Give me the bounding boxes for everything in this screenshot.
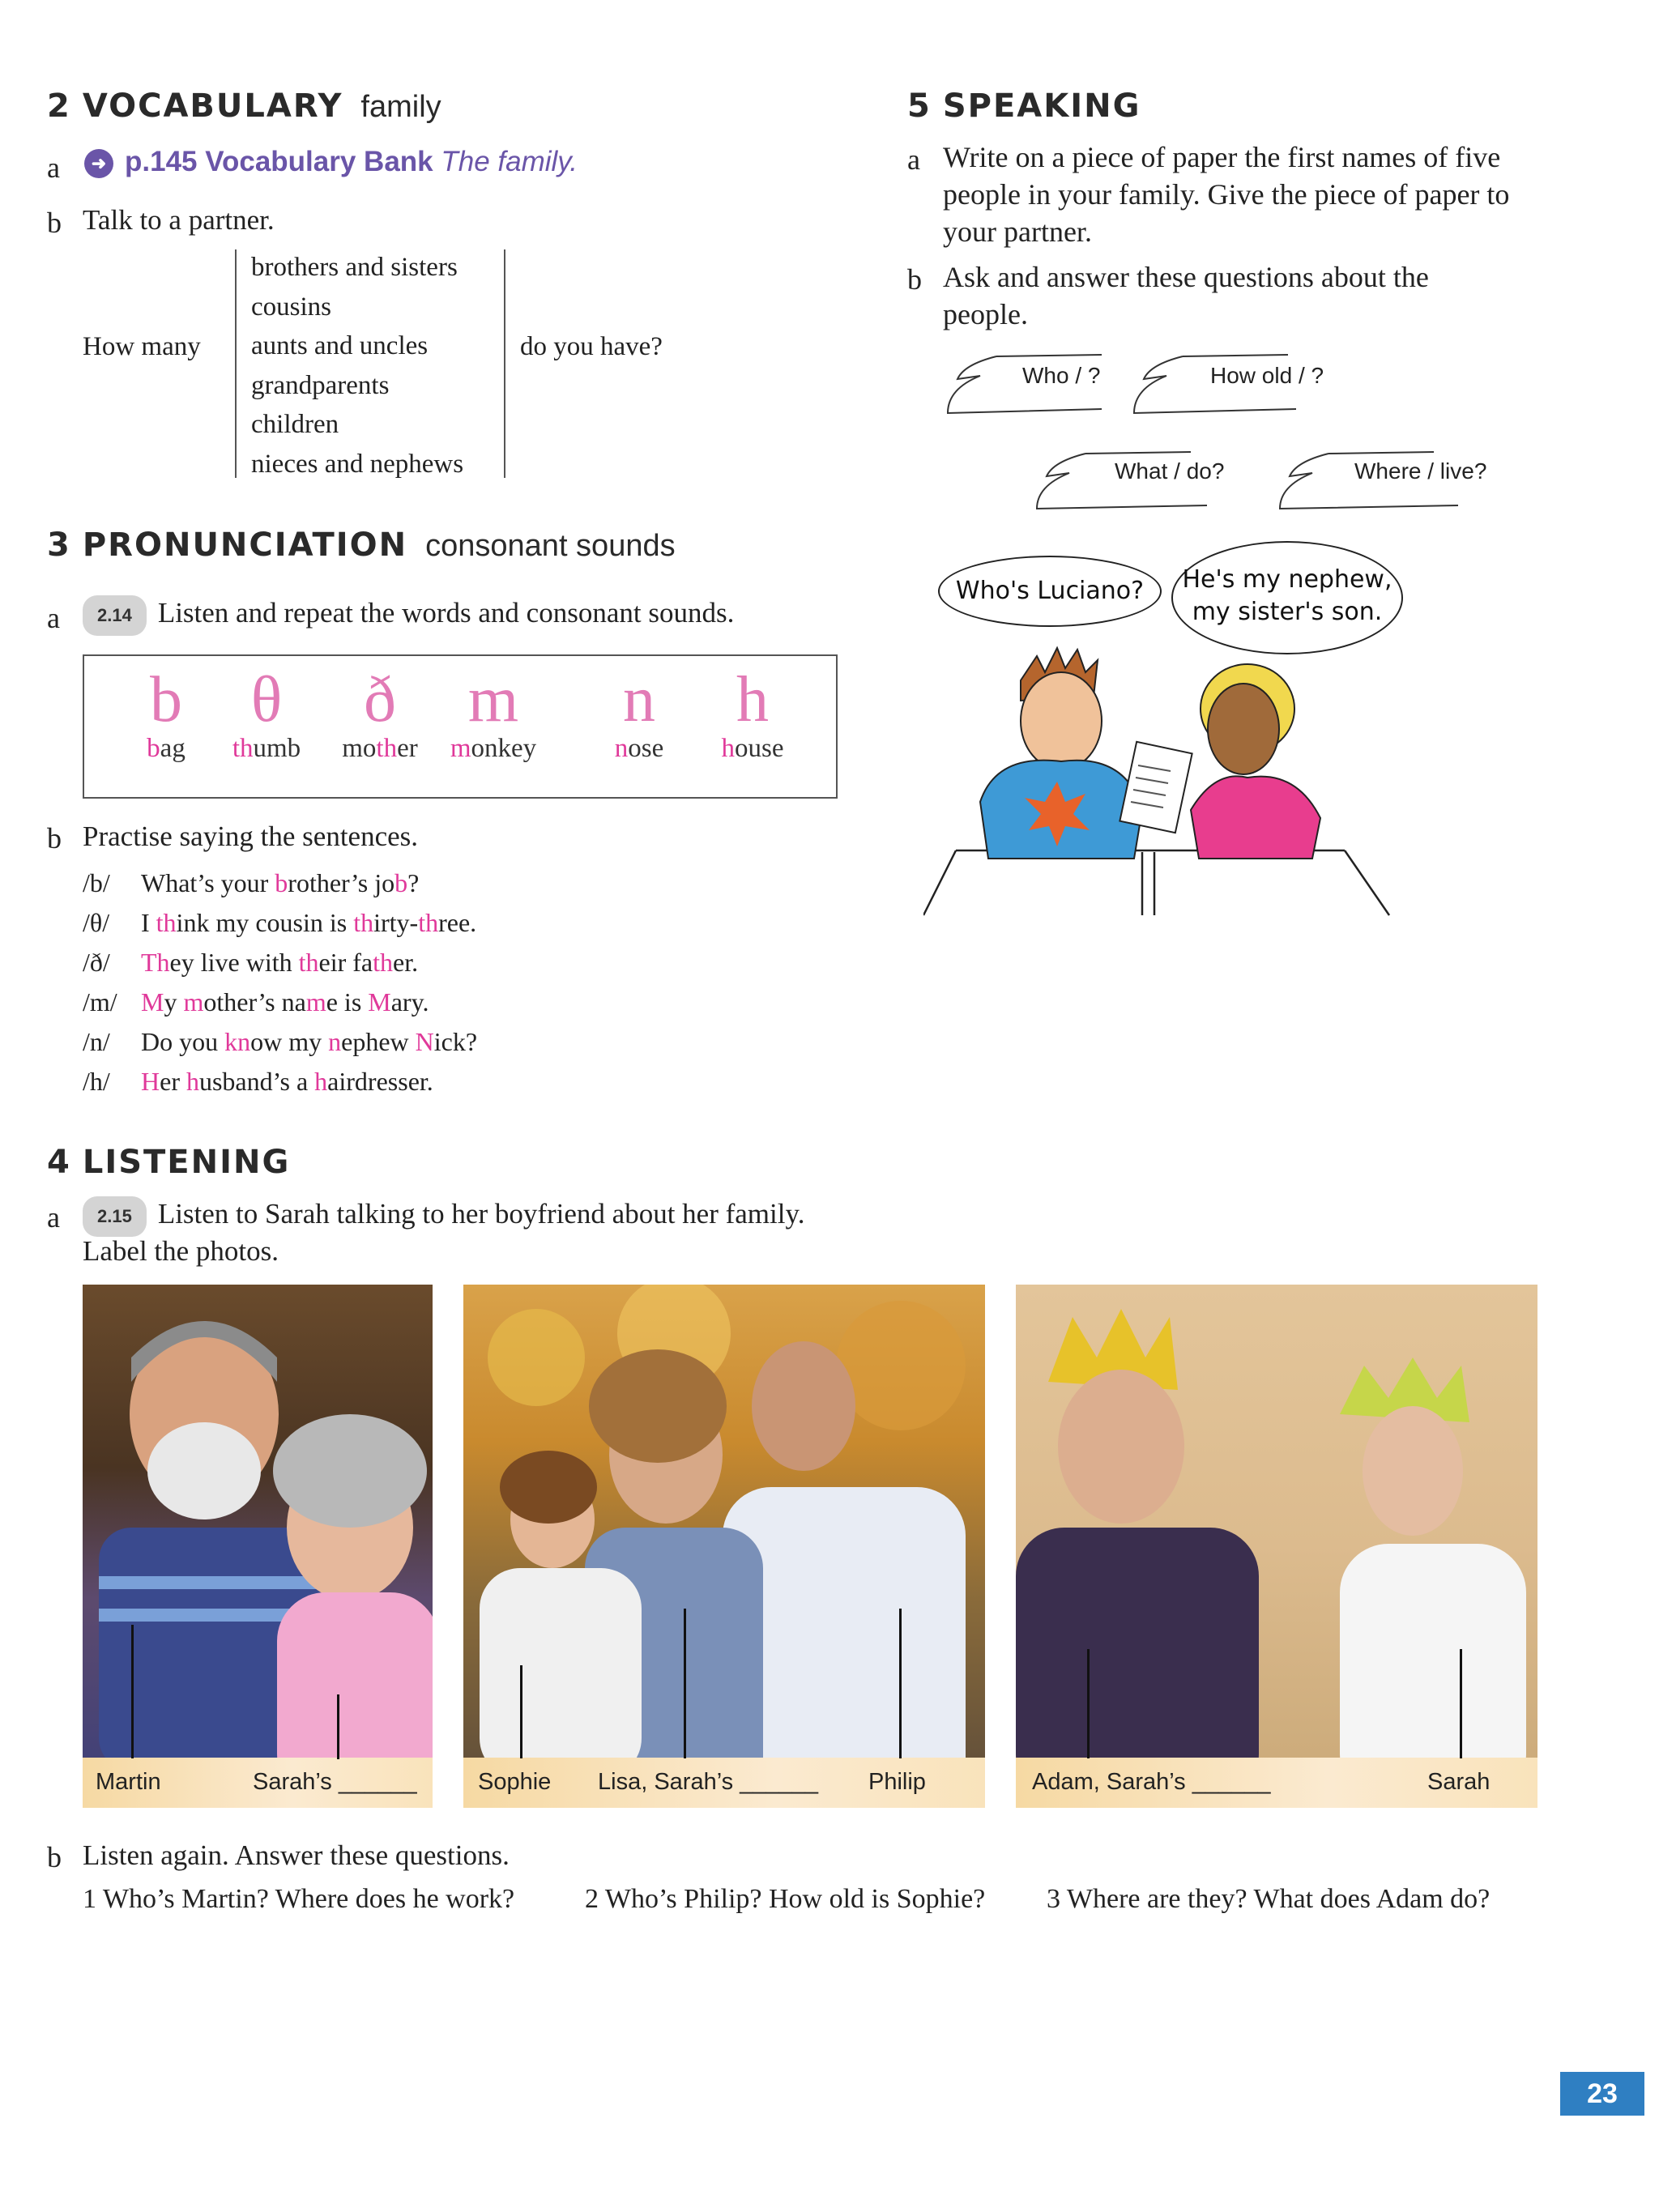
sound-word: monkey [450, 734, 537, 763]
family-item: grandparents [251, 370, 390, 400]
pron-b-instruction: Practise saying the sentences. [83, 820, 419, 852]
label-pointer [1087, 1649, 1090, 1758]
item-label-b: b [907, 263, 922, 296]
label-pointer [131, 1625, 134, 1758]
prompt-who: Who / ? [1022, 363, 1101, 388]
speaking-a-text: Write on a piece of paper the first names of five people in your family. Give the piece of paper to your partner. [943, 141, 1510, 248]
consonant-sound-item [692, 664, 813, 764]
family-item: nieces and nephews [251, 449, 464, 479]
photo-caption-strip [1016, 1758, 1537, 1808]
prompt-where-live: Where / live? [1354, 458, 1487, 484]
practice-sentences [83, 863, 477, 1102]
caption-philip: Philip [868, 1769, 926, 1795]
section-number: 3 [47, 526, 71, 564]
section-heading: VOCABULARY [82, 87, 343, 125]
phoneme-symbol: /b/ [83, 868, 110, 897]
consonant-sound-item [433, 664, 554, 764]
caption-lisa-blank[interactable]: Lisa, Sarah’s ______ [598, 1769, 818, 1795]
vocab-ref-italic: The family. [441, 146, 578, 177]
label-pointer [520, 1665, 522, 1758]
vocabulary-bank-link[interactable] [84, 146, 578, 178]
family-item: aunts and uncles [251, 331, 429, 360]
audio-track-badge[interactable]: 2.14 [83, 595, 147, 636]
listening-a-text-2: Label the photos. [83, 1235, 279, 1267]
section-number: 5 [907, 87, 932, 125]
table-divider-right [504, 249, 505, 478]
vocab-ref-text: p.145 Vocabulary Bank [125, 146, 433, 177]
consonant-sound-item [578, 664, 700, 764]
do-you-have-label: do you have? [520, 332, 663, 361]
photo-caption-strip [463, 1758, 985, 1808]
label-pointer [684, 1609, 686, 1758]
practice-sentence: /n/ Do you know my nephew Nick? [83, 1022, 477, 1062]
item-label-a: a [47, 151, 60, 184]
how-many-label: How many [83, 332, 201, 361]
phoneme-symbol: /ð/ [83, 948, 110, 977]
table-divider-left [235, 249, 237, 478]
vocabulary-section-title [47, 87, 441, 125]
practice-sentence: /m/ My mother’s name is Mary. [83, 982, 477, 1022]
sound-word: mother [342, 734, 418, 763]
label-pointer [337, 1694, 339, 1759]
sound-word: thumb [232, 734, 301, 763]
label-pointer [899, 1609, 902, 1758]
section-number: 2 [47, 87, 71, 125]
sound-symbol: h [736, 664, 769, 735]
caption-sarahs-blank[interactable]: Sarah’s ______ [253, 1769, 417, 1795]
photo-martin [83, 1285, 433, 1808]
item-label-b: b [47, 207, 62, 239]
talk-instruction: Talk to a partner. [83, 204, 275, 236]
section-heading: LISTENING [82, 1144, 291, 1181]
answer-line-1: He's my nephew, [1182, 565, 1392, 594]
section-number: 4 [47, 1144, 71, 1181]
comprehension-question: 2 Who’s Philip? How old is Sophie? [585, 1884, 986, 1914]
comprehension-question: 1 Who’s Martin? Where does he work? [83, 1884, 515, 1914]
caption-sophie: Sophie [478, 1769, 552, 1795]
speaking-section-title [907, 87, 1141, 125]
sound-word: nose [614, 734, 664, 763]
sound-symbol: θ [250, 664, 283, 735]
section-subtitle: family [360, 90, 441, 124]
prompt-how-old: How old / ? [1210, 363, 1324, 388]
listening-a-instruction [83, 1196, 804, 1237]
item-label-b: b [47, 822, 62, 855]
section-subtitle: consonant sounds [425, 529, 676, 563]
section-heading: PRONUNCIATION [82, 526, 408, 564]
speech-bubble-question: Who's Luciano? [938, 556, 1162, 627]
phoneme-symbol: /θ/ [83, 908, 110, 937]
page-number: 23 [1560, 2072, 1644, 2116]
photo-martin-image [83, 1285, 433, 1808]
item-label-a: a [47, 1201, 60, 1234]
caption-sarah: Sarah [1427, 1769, 1491, 1795]
speaking-b-text: Ask and answer these questions about the people. [943, 261, 1429, 330]
sound-word: house [721, 734, 784, 763]
consonant-sound-item [319, 664, 441, 764]
photo-family-image [463, 1285, 985, 1808]
sound-symbol: n [623, 664, 655, 735]
item-label-b: b [47, 1841, 62, 1873]
audio-track-badge[interactable]: 2.15 [83, 1196, 147, 1237]
practice-sentence: /ð/ They live with their father. [83, 943, 477, 982]
practice-sentence: /b/ What’s your brother’s job? [83, 863, 477, 903]
sound-symbol: m [467, 664, 519, 735]
family-item: brothers and sisters [251, 253, 458, 282]
photo-caption-strip [83, 1758, 433, 1808]
caption-adam-blank[interactable]: Adam, Sarah’s ______ [1032, 1769, 1271, 1795]
caption-martin: Martin [96, 1769, 161, 1795]
arrow-right-icon: ➜ [84, 149, 113, 178]
prompt-what-do: What / do? [1115, 458, 1225, 484]
sound-word: bag [147, 734, 186, 763]
phoneme-symbol: /m/ [83, 987, 117, 1016]
label-pointer [1460, 1649, 1462, 1758]
practice-sentence: /h/ Her husband’s a hairdresser. [83, 1062, 477, 1102]
family-item: cousins [251, 292, 331, 322]
consonant-sound-item [206, 664, 327, 764]
practice-sentence: /θ/ I think my cousin is thirty-three. [83, 903, 477, 943]
family-items-list [251, 248, 463, 484]
pronunciation-section-title [47, 526, 676, 564]
listening-b-instruction: Listen again. Answer these questions. [83, 1839, 510, 1871]
photo-philip-family [463, 1285, 985, 1808]
photo-adam-sarah [1016, 1285, 1537, 1808]
answer-line-2: my sister's son. [1192, 598, 1383, 626]
consonant-sounds-box [83, 654, 838, 799]
section-heading: SPEAKING [942, 87, 1141, 125]
phoneme-symbol: /h/ [83, 1067, 110, 1096]
comprehension-question: 3 Where are they? What does Adam do? [1047, 1884, 1491, 1914]
item-label-a: a [47, 602, 60, 634]
pron-a-instruction [83, 595, 734, 636]
sound-symbol: b [150, 664, 182, 735]
family-item: children [251, 410, 339, 439]
listening-a-text: Listen to Sarah talking to her boyfriend about her family. [157, 1198, 805, 1230]
item-label-a: a [907, 143, 920, 176]
phoneme-symbol: /n/ [83, 1027, 110, 1056]
pron-a-text: Listen and repeat the words and consonant sounds. [157, 597, 735, 629]
sound-symbol: ð [364, 664, 396, 735]
speech-bubble-answer [1171, 541, 1403, 654]
listening-section-title [47, 1144, 290, 1181]
